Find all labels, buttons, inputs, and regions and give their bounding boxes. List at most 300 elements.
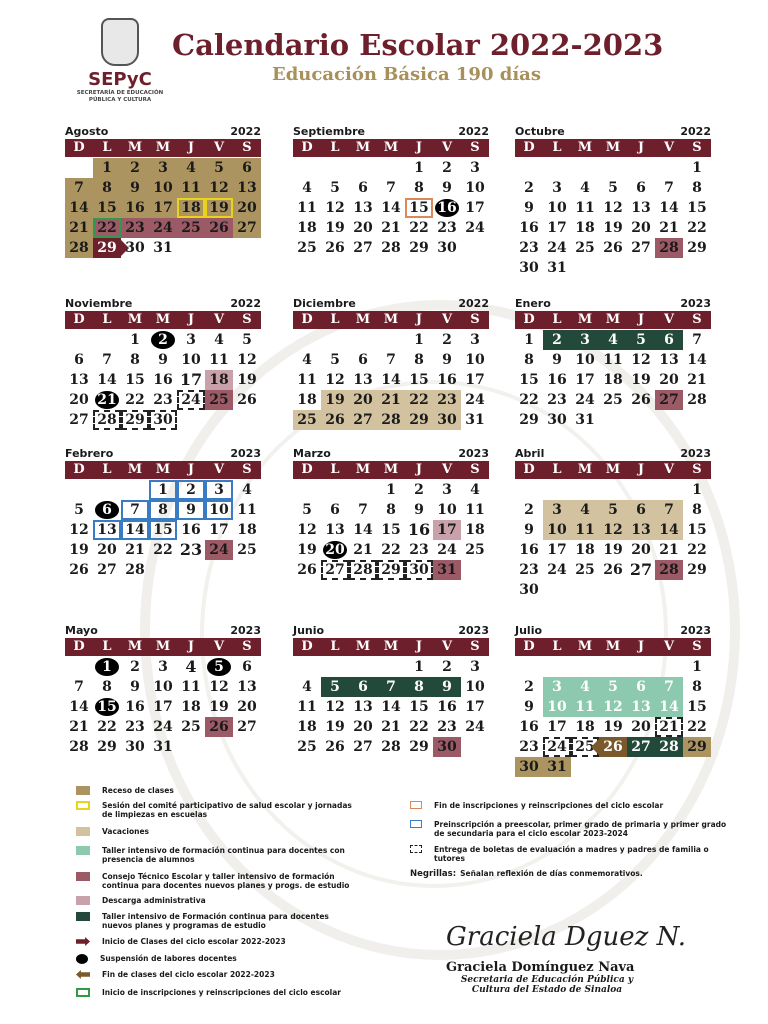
day-cell: 20 (97, 542, 117, 558)
weekday-label: M (383, 462, 399, 477)
signature-name: Graciela Domínguez Nava (446, 960, 635, 975)
day-cell: 5 (599, 677, 627, 697)
day-cell: 31 (547, 260, 567, 276)
legend-item (76, 970, 352, 979)
day-cell: 14 (381, 372, 401, 388)
day-cell: 15 (409, 372, 429, 388)
empty-cell (321, 158, 349, 178)
legend-swatch-icon (76, 786, 90, 795)
day-cell: 17 (465, 372, 485, 388)
day-cell: 17 (179, 370, 203, 389)
legend-item (76, 896, 352, 905)
empty-cell (321, 657, 349, 677)
org-line1: SECRETARÍA DE EDUCACIÓN (76, 90, 164, 96)
day-cell: 13 (631, 200, 651, 216)
day-cell: 5 (205, 158, 233, 178)
suspension-dot: 2 (151, 331, 175, 349)
day-cell: 4 (185, 657, 197, 676)
month-agosto (65, 125, 261, 258)
day-cell: 3 (205, 480, 233, 500)
day-cell: 9 (177, 500, 205, 520)
day-cell: 26 (325, 240, 345, 256)
legend-item (76, 827, 352, 836)
day-cell: 23 (409, 542, 429, 558)
day-cell: 7 (102, 352, 112, 368)
day-cell: 17 (209, 522, 229, 538)
day-cell: 18 (205, 370, 233, 390)
empty-cell (627, 480, 655, 500)
day-cell: 27 (655, 390, 683, 410)
day-cell: 25 (465, 542, 485, 558)
weekday-label: M (155, 462, 171, 477)
day-cell: 29 (519, 412, 539, 428)
month-enero (515, 297, 711, 430)
day-cell: 2 (442, 160, 452, 176)
weekday-label: V (213, 140, 225, 155)
weekday-label: S (242, 140, 252, 155)
day-cell: 6 (330, 502, 340, 518)
suspension-dot: 16 (435, 199, 459, 217)
day-cell: 13 (325, 522, 345, 538)
day-cell: 26 (205, 218, 233, 238)
day-cell: 12 (603, 200, 623, 216)
weekday-label: V (441, 312, 453, 327)
empty-cell (121, 480, 149, 500)
weekday-label: V (441, 462, 453, 477)
month-name: Octubre (515, 125, 565, 138)
day-cell: 8 (414, 180, 424, 196)
weekday-label: M (155, 140, 171, 155)
day-grid (65, 480, 261, 580)
day-cell: 17 (433, 520, 461, 540)
day-cell: 10 (437, 502, 457, 518)
month-header (515, 297, 711, 311)
legend-swatch-icon (76, 988, 90, 997)
weekday-label: L (552, 312, 562, 327)
empty-cell (515, 480, 543, 500)
day-cell: 1 (524, 332, 534, 348)
day-cell: 7 (655, 677, 683, 697)
day-cell: 4 (599, 330, 627, 350)
day-cell: 24 (437, 542, 457, 558)
weekday-header (293, 638, 489, 656)
day-grid (293, 480, 489, 580)
day-cell: 10 (465, 679, 485, 695)
day-cell: 24 (465, 719, 485, 735)
day-cell: 18 (297, 719, 317, 735)
day-cell: 19 (603, 542, 623, 558)
empty-cell (599, 158, 627, 178)
day-cell: 6 (233, 158, 261, 178)
day-cell: 22 (93, 218, 121, 238)
day-cell: 6 (627, 500, 655, 520)
day-cell: 5 (74, 502, 84, 518)
day-cell: 3 (571, 330, 599, 350)
month-julio (515, 624, 711, 777)
legend-text: Entrega de boletas de evaluación a madres y padres de familia o tutores (434, 845, 709, 863)
empty-cell (65, 657, 93, 677)
day-cell: 2 (442, 659, 452, 675)
day-cell: 6 (358, 180, 368, 196)
legend-swatch-icon (76, 912, 90, 921)
weekday-label: M (355, 312, 371, 327)
day-cell: 4 (571, 500, 599, 520)
day-cell: 9 (524, 699, 534, 715)
day-cell: 18 (575, 542, 595, 558)
day-cell: 13 (233, 178, 261, 198)
day-cell: 16 (407, 520, 431, 539)
day-cell: 4 (302, 180, 312, 196)
month-year: 2023 (680, 447, 711, 460)
weekday-label: S (242, 639, 252, 654)
month-header (65, 447, 261, 461)
day-cell: 6 (636, 180, 646, 196)
day-cell: 22 (125, 392, 145, 408)
empty-cell (293, 330, 321, 350)
day-cell: 11 (297, 200, 317, 216)
weekday-label: M (605, 639, 621, 654)
day-cell: 28 (381, 240, 401, 256)
day-cell: 7 (664, 180, 674, 196)
day-cell: 27 (631, 240, 651, 256)
day-cell: 12 (69, 522, 89, 538)
day-cell (205, 657, 233, 677)
legend-swatch-icon (76, 827, 90, 836)
weekday-label: D (523, 312, 535, 327)
month-octubre (515, 125, 711, 278)
day-cell: 16 (181, 522, 201, 538)
day-cell: 3 (149, 158, 177, 178)
day-cell: 13 (237, 679, 257, 695)
day-cell: 7 (65, 178, 93, 198)
weekday-label: L (552, 462, 562, 477)
month-header (65, 125, 261, 139)
legend-text: Fin de clases del ciclo escolar 2022-2023 (102, 970, 275, 979)
day-cell: 25 (205, 390, 233, 410)
day-cell: 11 (177, 178, 205, 198)
suspension-dot: 15 (95, 698, 119, 716)
weekday-label: M (127, 462, 143, 477)
weekday-label: S (470, 639, 480, 654)
day-cell: 12 (325, 699, 345, 715)
negrillas-note (410, 869, 643, 879)
legend-item (76, 937, 352, 946)
month-header (515, 125, 711, 139)
day-cell: 19 (325, 719, 345, 735)
month-name: Mayo (65, 624, 98, 637)
weekday-label: J (187, 312, 195, 327)
weekday-label: V (663, 312, 675, 327)
day-cell: 3 (543, 677, 571, 697)
empty-cell (321, 480, 349, 500)
day-cell: 30 (149, 410, 177, 430)
day-cell: 16 (437, 372, 457, 388)
day-cell: 17 (547, 719, 567, 735)
day-cell: 19 (209, 699, 229, 715)
day-cell: 5 (302, 502, 312, 518)
day-cell: 17 (149, 198, 177, 218)
month-marzo (293, 447, 489, 580)
empty-cell (655, 480, 683, 500)
day-cell: 11 (603, 352, 623, 368)
weekday-label: S (470, 140, 480, 155)
legend-text: Suspensión de labores docentes (100, 954, 237, 963)
signature-role (452, 975, 642, 995)
day-cell: 18 (575, 719, 595, 735)
weekday-label: D (301, 462, 313, 477)
day-cell: 14 (69, 699, 89, 715)
day-cell: 19 (297, 542, 317, 558)
day-cell: 29 (683, 737, 711, 757)
day-cell: 31 (465, 412, 485, 428)
day-cell: 31 (543, 757, 571, 777)
day-cell: 21 (65, 218, 93, 238)
month-name: Septiembre (293, 125, 365, 138)
suspension-dot: 6 (95, 501, 119, 519)
day-cell: 15 (409, 699, 429, 715)
empty-cell (65, 330, 93, 350)
day-cell: 16 (519, 542, 539, 558)
empty-cell (321, 330, 349, 350)
day-cell: 28 (377, 410, 405, 430)
day-cell: 27 (629, 560, 653, 579)
weekday-label: L (330, 462, 340, 477)
empty-cell (349, 158, 377, 178)
day-cell: 2 (130, 659, 140, 675)
day-cell: 22 (381, 542, 401, 558)
day-cell: 25 (575, 240, 595, 256)
day-cell: 30 (547, 412, 567, 428)
day-cell: 11 (571, 697, 599, 717)
empty-cell (65, 158, 93, 178)
day-cell: 12 (599, 697, 627, 717)
weekday-label: S (470, 462, 480, 477)
weekday-label: D (301, 140, 313, 155)
day-cell: 9 (442, 180, 452, 196)
day-cell: 21 (381, 719, 401, 735)
day-cell: 19 (69, 542, 89, 558)
month-year: 2023 (458, 624, 489, 637)
weekday-label: S (470, 312, 480, 327)
day-cell: 3 (552, 180, 562, 196)
day-cell: 28 (655, 560, 683, 580)
weekday-label: M (355, 140, 371, 155)
day-cell: 23 (121, 218, 149, 238)
month-header (515, 447, 711, 461)
month-year: 2022 (680, 125, 711, 138)
day-cell: 13 (353, 372, 373, 388)
day-cell: 20 (353, 220, 373, 236)
day-cell: 19 (237, 372, 257, 388)
day-cell: 23 (179, 540, 203, 559)
weekday-label: L (102, 462, 112, 477)
weekday-header (515, 461, 711, 479)
day-cell: 25 (575, 562, 595, 578)
day-cell: 12 (631, 352, 651, 368)
signature-role-line2: Cultura del Estado de Sinaloa (471, 985, 623, 995)
legend-swatch-icon (410, 845, 422, 853)
day-cell: 1 (130, 332, 140, 348)
day-cell: 4 (302, 352, 312, 368)
month-year: 2023 (680, 624, 711, 637)
day-cell: 4 (302, 679, 312, 695)
empty-cell (571, 480, 599, 500)
day-cell: 26 (69, 562, 89, 578)
day-cell: 29 (687, 240, 707, 256)
month-abril (515, 447, 711, 600)
day-cell: 9 (524, 200, 534, 216)
day-cell: 27 (233, 218, 261, 238)
day-cell: 13 (353, 699, 373, 715)
month-header (293, 624, 489, 638)
day-cell: 13 (353, 200, 373, 216)
day-cell: 22 (409, 220, 429, 236)
empty-cell (543, 158, 571, 178)
weekday-label: M (127, 312, 143, 327)
day-cell: 4 (571, 677, 599, 697)
weekday-label: V (213, 462, 225, 477)
day-cell: 29 (93, 238, 121, 258)
day-cell: 18 (465, 522, 485, 538)
day-cell: 2 (121, 158, 149, 178)
negrillas-text: Señalan reflexión de días conmemorativos. (460, 869, 643, 878)
day-cell: 23 (433, 390, 461, 410)
legend-swatch-icon (76, 970, 90, 979)
day-cell: 15 (687, 200, 707, 216)
weekday-header (65, 311, 261, 329)
day-cell: 16 (519, 719, 539, 735)
signature-role-line1: Secretaria de Educación Pública y (460, 975, 634, 985)
day-cell: 23 (547, 392, 567, 408)
day-cell: 31 (153, 739, 173, 755)
day-cell: 22 (97, 719, 117, 735)
day-cell: 11 (209, 352, 229, 368)
weekday-label: L (102, 312, 112, 327)
day-cell: 22 (409, 719, 429, 735)
weekday-label: D (73, 140, 85, 155)
day-cell: 20 (69, 392, 89, 408)
weekday-header (515, 139, 711, 157)
day-grid (293, 158, 489, 258)
day-cell: 29 (405, 410, 433, 430)
day-cell: 6 (74, 352, 84, 368)
day-cell: 14 (121, 520, 149, 540)
month-header (515, 624, 711, 638)
day-cell: 25 (177, 218, 205, 238)
day-cell: 8 (524, 352, 534, 368)
weekday-header (65, 139, 261, 157)
empty-cell (377, 330, 405, 350)
day-cell: 19 (325, 220, 345, 236)
day-cell: 8 (93, 178, 121, 198)
day-cell: 8 (692, 502, 702, 518)
suspension-dot: 20 (323, 541, 347, 559)
day-cell: 13 (627, 697, 655, 717)
day-cell: 15 (687, 522, 707, 538)
day-cell: 20 (233, 198, 261, 218)
day-cell: 16 (121, 198, 149, 218)
legend-swatch-icon (76, 954, 88, 964)
day-cell: 19 (631, 372, 651, 388)
day-grid (65, 657, 261, 757)
month-diciembre (293, 297, 489, 430)
day-cell: 21 (377, 390, 405, 410)
day-cell: 3 (470, 160, 480, 176)
empty-cell (571, 657, 599, 677)
legend-item (76, 988, 352, 997)
weekday-label: L (552, 639, 562, 654)
weekday-label: D (523, 462, 535, 477)
legend-swatch-icon (76, 872, 90, 881)
weekday-label: V (663, 140, 675, 155)
day-cell: 17 (465, 200, 485, 216)
shield-icon (101, 18, 139, 66)
day-cell: 9 (442, 352, 452, 368)
day-cell: 31 (575, 412, 595, 428)
day-cell: 26 (321, 410, 349, 430)
day-cell: 2 (524, 679, 534, 695)
day-cell: 30 (405, 560, 433, 580)
day-cell: 21 (381, 220, 401, 236)
month-year: 2022 (458, 297, 489, 310)
weekday-label: M (155, 312, 171, 327)
day-cell: 27 (353, 240, 373, 256)
day-cell: 28 (125, 562, 145, 578)
day-cell: 10 (547, 200, 567, 216)
day-cell: 29 (377, 560, 405, 580)
day-cell: 23 (519, 240, 539, 256)
legend-text: Receso de clases (102, 786, 174, 795)
legend-text: Sesión del comité participativo de salud escolar y jornadas de limpiezas en escuelas (102, 801, 352, 819)
day-cell: 29 (121, 410, 149, 430)
day-cell: 22 (687, 220, 707, 236)
day-cell: 30 (433, 410, 461, 430)
day-cell: 17 (547, 220, 567, 236)
day-cell (433, 198, 461, 218)
weekday-label: S (242, 462, 252, 477)
month-name: Julio (515, 624, 543, 637)
day-cell: 17 (547, 542, 567, 558)
empty-cell (349, 330, 377, 350)
weekday-label: L (102, 140, 112, 155)
org-line2: PÚBLICA Y CULTURA (88, 97, 152, 103)
negrillas-label: Negrillas: (410, 869, 457, 879)
month-febrero (65, 447, 261, 580)
day-cell: 19 (205, 198, 233, 218)
empty-cell (543, 480, 571, 500)
day-cell: 7 (386, 352, 396, 368)
day-cell: 2 (524, 502, 534, 518)
month-name: Marzo (293, 447, 331, 460)
weekday-label: J (415, 312, 423, 327)
day-grid (515, 330, 711, 430)
day-cell: 7 (377, 677, 405, 697)
day-cell: 29 (409, 739, 429, 755)
day-cell: 22 (687, 542, 707, 558)
day-cell: 15 (149, 520, 177, 540)
day-cell: 14 (97, 372, 117, 388)
day-cell: 29 (409, 240, 429, 256)
legend-item (76, 872, 352, 890)
day-cell (321, 540, 349, 560)
day-cell: 23 (153, 392, 173, 408)
day-cell: 18 (237, 522, 257, 538)
day-cell: 28 (65, 238, 93, 258)
day-cell: 1 (414, 160, 424, 176)
day-grid (65, 330, 261, 430)
day-cell: 11 (237, 502, 257, 518)
day-grid (65, 158, 261, 258)
